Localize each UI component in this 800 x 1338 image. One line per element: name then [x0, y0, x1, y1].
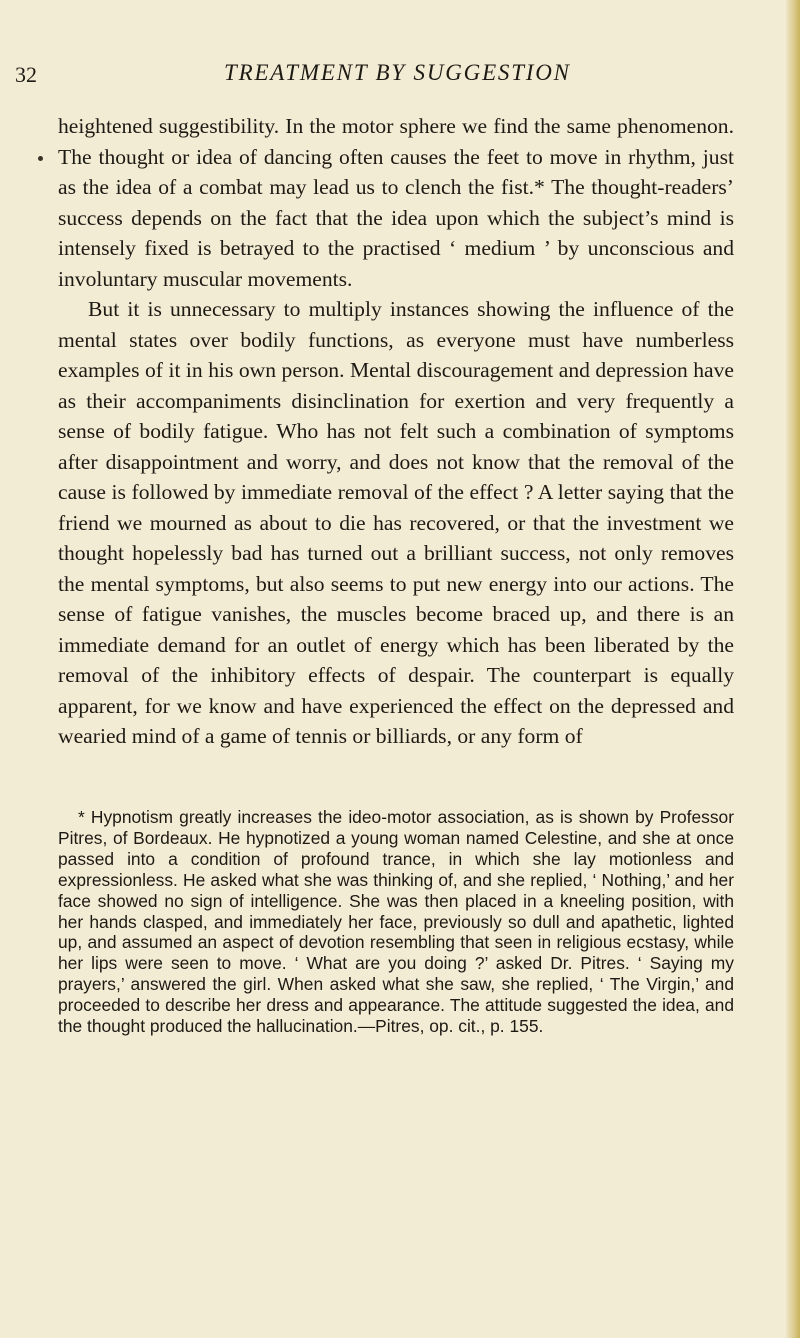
paragraph-2: But it is unnecessary to multiply instances showing the influence of the mental states over bodily functions, as everyone must have numberless examples of it in his own person. Mental discouragement and depression have as their accompaniments disinclination for exertion and very frequently a sense of bodily fatigue. Who has not felt such a combination of symptoms after disappointment and worry, and does not know that the removal of the cause is followed by immediate removal of the effect ? A letter saying that the friend we mourned as about to die has recovered, or that the investment we thought hopelessly bad has turned out a brilliant success, not only removes the mental symptoms, but also seems to put new energy into our actions. The sense of fatigue vanishes, the muscles become braced up, and there is an immediate demand for an outlet of energy which has been liberated by the removal of the inhibitory effects of despair. The counterpart is equally apparent, for we know and have experienced the effect on the depressed and wearied mind of a game of tennis or billiards, or any form of [58, 297, 734, 748]
paragraph-1: heightened suggestibility. In the motor sphere we find the same phenomenon. The thought or idea of dancing often causes the feet to move in rhythm, just as the idea of a combat may lead us to clench the fist.* The thought-readers’ success depends on the fact that the idea upon which the subject’s mind is intensely fixed is betrayed to the practised ‘ medium ’ by unconscious and involuntary muscular movements. [58, 114, 734, 291]
page-number: 32 [15, 62, 37, 87]
body-text [58, 111, 734, 752]
page-edge [786, 0, 800, 1338]
running-head: TREATMENT BY SUGGESTION [224, 60, 571, 85]
stray-ink-mark [38, 156, 43, 161]
footnote: * Hypnotism greatly increases the ideo-motor association, as is shown by Professor Pitres, of Bordeaux. He hypnotized a young woman named Celestine, and she at once passed into a condition of profound trance, in which she lay motionless and expressionless. He asked what she was thinking of, and she replied, ‘ Nothing,’ and her face showed no sign of intelligence. She was then placed in a kneeling position, with her hands clasped, and immediately her face, previously so dull and apathetic, lighted up, and assumed an aspect of devotion resembling that seen in religious ecstasy, while her lips were seen to move. ‘ What are you doing ?’ asked Dr. Pitres. ‘ Saying my prayers,’ answered the girl. When asked what she saw, she replied, ‘ The Virgin,’ and proceeded to describe her dress and appearance. The attitude suggested the idea, and the thought produced the hallucination.—Pitres, op. cit., p. 155. [58, 807, 734, 1037]
